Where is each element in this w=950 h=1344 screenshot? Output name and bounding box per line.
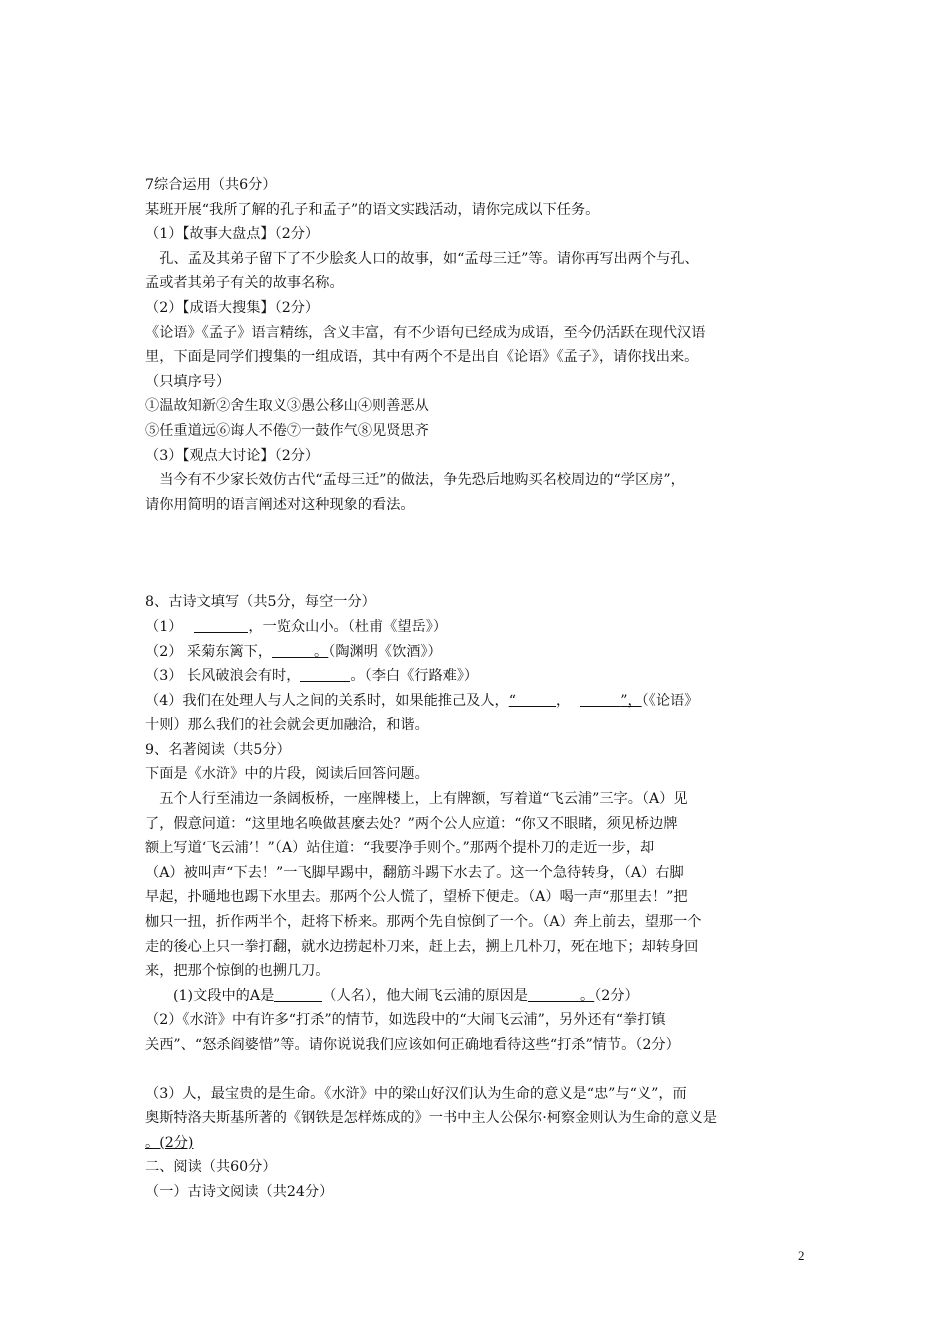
q9-sub3-line1: （3）人，最宝贵的是生命。《水浒》中的梁山好汉们认为生命的意义是“忠”与“义”，而 [145, 1085, 687, 1102]
fill-blank[interactable] [300, 665, 350, 682]
q7-task2-line2: 里，下面是同学们搜集的一组成语，其中有两个不是出自《论语》《孟子》，请你找出来。 [145, 349, 699, 366]
fill-blank[interactable] [274, 985, 322, 1002]
section2-title: 二、阅读（共60分） [145, 1159, 277, 1176]
fill-blank[interactable] [528, 985, 580, 1002]
q9-sub3-line3: 。(2分) [145, 1134, 194, 1151]
q7-title: 7综合运用（共6分） [145, 177, 277, 193]
q7-task2-options-2: ⑤任重道远⑥诲人不倦⑦一鼓作气⑧见贤思齐 [145, 422, 429, 439]
q8-item2: （2） 采菊东篱下， 。（陶渊明《饮酒》） [145, 640, 815, 665]
q7-task3-title: （3）【观点大讨论】（2分） [145, 447, 320, 464]
q7-task2-title: （2）【成语大搜集】（2分） [145, 299, 320, 316]
q7-task1-line2: 孟或者其弟子有关的故事名称。 [145, 275, 344, 292]
q9-intro: 下面是《水浒》中的片段，阅读后回答问题。 [145, 766, 429, 783]
q8-item4-line2: 十则）那么我们的社会就会更加融洽，和谐。 [145, 717, 429, 734]
exam-page-body [145, 173, 815, 1205]
fill-blank[interactable] [194, 616, 248, 633]
q9-sub3-line2: 奥斯特洛夫斯基所著的《钢铁是怎样炼成的》一书中主人公保尔·柯察金则认为生命的意义是 [145, 1110, 718, 1127]
q8-item3: （3） 长风破浪会有时， 。（李白《行路难》） [145, 664, 815, 689]
q9-passage-line: （A）被叫声“下去！”一飞脚早踢中，翻筋斗踢下水去了。这一个急待转身，（A）右脚 [145, 864, 684, 881]
page-number: 2 [798, 1248, 805, 1263]
q7-task2-line3: （只填序号） [145, 373, 231, 390]
q9-title: 9、名著阅读（共5分） [145, 741, 291, 758]
q9-passage-line: 额上写道‘飞云浦’！”（A）站住道：“我要净手则个。”那两个提朴刀的走近一步，却 [145, 840, 655, 857]
fill-blank[interactable] [516, 690, 556, 707]
q9-passage-line: 五个人行至浦边一条阔板桥，一座牌楼上，上有牌额，写着道“飞云浦”三字。（A）见 [145, 791, 688, 808]
q7-task3-line2: 请你用简明的语言阐述对这种现象的看法。 [145, 496, 415, 513]
q7-intro: 某班开展“我所了解的孔子和孟子”的语文实践活动，请你完成以下任务。 [145, 201, 600, 218]
q9-passage-line: 枷只一扭，折作两半个，赶将下桥来。那两个先自惊倒了一个。（A）奔上前去，望那一个 [145, 914, 702, 931]
q9-passage-line: 来，把那个惊倒的也搠几刀。 [145, 963, 330, 980]
q7-task1-line1: 孔、孟及其弟子留下了不少脍炙人口的故事，如“孟母三迁”等。请你再写出两个与孔、 [145, 250, 699, 267]
q7-task2-line1: 《论语》《孟子》语言精练，含义丰富，有不少语句已经成为成语，至今仍活跃在现代汉语 [145, 324, 706, 341]
fill-blank[interactable] [272, 641, 314, 658]
q7-task3-line1: 当今有不少家长效仿古代“孟母三迁”的做法，争先恐后地购买名校周边的“学区房”， [145, 472, 685, 489]
q8-title: 8、古诗文填写（共5分，每空一分） [145, 594, 376, 611]
q9-passage-line: 早起，扑嗵地也踢下水里去。那两个公人慌了，望桥下便走。（A）喝一声“那里去！”把 [145, 889, 688, 906]
answer-space [145, 1058, 815, 1082]
section2-subtitle: （一）古诗文阅读（共24分） [145, 1183, 334, 1200]
q9-sub1: (1)文段中的A是 （人名），他大闹飞云浦的原因是 。（2分） [145, 984, 815, 1009]
q7-task1-title: （1）【故事大盘点】（2分） [145, 226, 320, 243]
q9-passage-line: 了，假意问道：“这里地名唤做甚麼去处？”两个公人应道：“你又不眼睹，须见桥边牌 [145, 815, 678, 832]
q9-sub2-line1: （2）《水浒》中有许多“打杀”的情节，如选段中的“大闹飞云浦”，另外还有“拳打镇 [145, 1012, 666, 1029]
q9-passage-line: 走的後心上只一拳打翻，就水边捞起朴刀来，赶上去，搠上几朴刀，死在地下；却转身回 [145, 938, 699, 955]
q8-item1: （1） ，一览众山小。（杜甫《望岳》） [145, 615, 815, 640]
answer-space [145, 517, 815, 590]
q7-task2-options-1: ①温故知新②舍生取义③愚公移山④则善恶从 [145, 398, 429, 415]
fill-blank[interactable] [580, 690, 620, 707]
q9-sub2-line2: 关西”、“怒杀阎婆惜”等。请你说说我们应该如何正确地看待这些“打杀”情节。（2分） [145, 1037, 680, 1053]
q8-item4: （4）我们在处理人与人之间的关系时，如果能推己及人，“ ， ”，（《论语》 [145, 689, 815, 714]
